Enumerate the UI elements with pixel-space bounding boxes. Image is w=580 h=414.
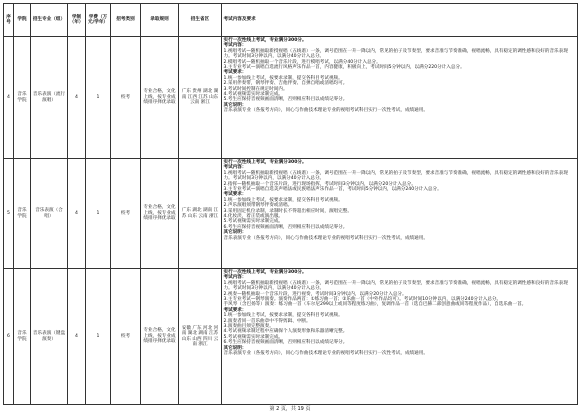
requirement-line: 4.考试视频需实时录制完成。 — [223, 92, 284, 98]
requirement-title: 实行一次性线上考试，专业满分300分。 — [223, 38, 307, 43]
cell-major: 音乐表演（流行演唱） — [31, 37, 68, 159]
requirement-line: 1.统一参加线上考试，按要求录制，提交各科目考试视频。 — [223, 313, 343, 319]
cell-requirements — [222, 159, 578, 269]
requirement-subheading: 其它说明： — [223, 345, 247, 351]
requirement-title: 实行一次性线上考试，专业满分300分。 — [223, 160, 307, 165]
requirement-line: 3.主专业考试—演唱自选美声唱法或民族唱法声乐作品一首，考试时间5分钟以内，以满分240分计入总分。 — [223, 187, 442, 193]
requirement-line: 6.考生应保持音视频画面清晰，否则相应科目以成绩记零分。 — [223, 340, 348, 346]
cell-provinces: 广东 湖北 湖南 江苏 山东 云南 浙江 — [179, 159, 222, 269]
requirement-line: 6.考生应保持音视频画面清晰，否则相应科目以成绩记零分。 — [223, 224, 348, 230]
requirement-line: 5.考生应保持音视频画面清晰，否则相应科目以成绩记零分。 — [223, 97, 348, 103]
cell-major: 音乐表演（合唱） — [31, 159, 68, 269]
requirement-line: 2.视奏—随机抽取一个音乐片段，进行视奏，考试时间3分钟以内，以满分20分计入总分。 — [223, 291, 407, 297]
requirement-line: 音乐表演专业（各报考方向），同心与作曲技术理论专业的视唱考试科目实行一次性考试，成绩通用。 — [223, 351, 428, 357]
cell-college: 音乐学院 — [14, 269, 31, 405]
requirement-subheading: 考试要求： — [223, 307, 247, 313]
requirement-line: 4.考试视频录制过程中应确保个人演奏形象和乐器清晰完整。 — [223, 329, 348, 335]
cell-admission: 专业合格，文化上线，按专业成绩排序择优录取 — [141, 37, 179, 159]
requirement-subheading: 考试要求： — [223, 70, 247, 76]
header-requirements: 考试内容及要求 — [222, 4, 578, 37]
cell-major: 音乐表演（键盘演奏） — [31, 269, 68, 405]
requirement-title: 实行一次性线上考试，专业满分300分。 — [223, 270, 307, 275]
header-years: 学制（年） — [68, 4, 86, 37]
requirement-line: 手风琴（含巴扬等）演奏：练习曲一首（车尔尼299以上或同等程度练习曲），复调作品一首（选自巴赫二部创意曲或同等程度作品），自选乐曲一首。 — [223, 302, 527, 308]
requirement-line: 1.统一参加线上考试，按要求录制，提交各科目考试视频。 — [223, 197, 343, 203]
header-admission: 录取规则 — [141, 4, 179, 37]
cell-seq: 5 — [4, 159, 14, 269]
requirement-subheading: 其它说明： — [223, 102, 247, 108]
requirement-line: 3.采用固定机位录制，录制时长不得超出相应时间，演唱完整。 — [223, 208, 352, 214]
table-row — [4, 269, 578, 405]
header-category: 招考类别 — [111, 4, 141, 37]
cell-admission: 专业合格，文化上线，按专业成绩排序择优录取 — [141, 269, 179, 405]
requirement-line: 2.声乐演唱须带钢琴伴奏或清唱。 — [223, 203, 293, 209]
header-college: 学院 — [14, 4, 31, 37]
cell-years: 4 — [68, 37, 86, 159]
cell-college: 音乐学院 — [14, 159, 31, 269]
requirement-line: 3.考试时间控制在规定时间内。 — [223, 86, 288, 92]
requirement-line: 5.考试视频需实时录制完成。 — [223, 334, 284, 340]
requirement-line: 音乐表演专业（各报考方向），同心与作曲技术理论专业的视唱考试科目实行一次性考试，成绩通用。 — [223, 235, 428, 241]
requirement-line: 1.视唱考试—随机抽取新授视唱（五线谱）一条，调号范围在一升一降以内，常见的拍子及节奏型，要求音准与节奏准确，视唱流畅，具有稳定的调性感和良好的音乐表现力。考试时间3分钟以内，以满分40分计入总分。 — [223, 170, 568, 182]
requirement-subheading: 考试内容： — [223, 165, 247, 171]
requirement-line: 2.采用伴奏带，钢琴伴奏、吉他伴奏、自弹自唱或清唱均可。 — [223, 81, 348, 87]
requirement-line: 音乐表演专业（各报考方向），同心与作曲技术理论专业的视唱考试科目实行一次性考试，成绩通用。 — [223, 108, 428, 114]
cell-requirements — [222, 269, 578, 405]
admission-table — [3, 3, 578, 405]
requirement-line: 1.视唱考试—随机抽取新授视唱（五线谱）一条，调号范围在一升一降以内，常见的拍子及节奏型，要求音准与节奏准确，视唱流畅，具有稳定的调性感和良好的音乐表现力。考试时间3分钟以内，以满分40分计入总分。 — [223, 48, 568, 60]
header-row — [4, 4, 578, 37]
cell-category: 校考 — [111, 269, 141, 405]
requirement-subheading: 考试要求： — [223, 192, 247, 198]
cell-requirements — [222, 37, 578, 159]
cell-years: 4 — [68, 159, 86, 269]
header-provinces: 招生省区 — [179, 4, 222, 37]
requirement-line: 4.化妆淡，着正装或演出服。 — [223, 214, 284, 220]
cell-provinces: 广东 贵州 湖北 湖南 江西 江苏 山东 云南 浙江 — [179, 37, 222, 159]
cell-category: 校考 — [111, 37, 141, 159]
cell-fee: 1 — [86, 37, 111, 159]
cell-fee: 1 — [86, 269, 111, 405]
requirement-line: 3.主专业考试—演唱自选流行风格声乐作品一首，内容健康，积极向上，考试时间5分钟以内，以满分220分计入总分。 — [223, 65, 465, 71]
header-seq: 序号 — [4, 4, 14, 37]
requirement-line: 1.统一参加线上考试，按要求录制，提交各科目考试视频。 — [223, 75, 343, 81]
requirement-line: 5.考试视频需实时录制完成。 — [223, 219, 284, 225]
table-row — [4, 37, 578, 159]
cell-provinces: 安徽 广东 河北 河南 湖北 湖南 江苏 山东 山西 四川 云南 浙江 — [179, 269, 222, 405]
cell-seq: 4 — [4, 37, 14, 159]
cell-years: 4 — [68, 269, 86, 405]
page-footer: 第 2 页，共 19 页 — [269, 406, 311, 412]
cell-admission: 专业合格，文化上线，按专业成绩排序择优录取 — [141, 159, 179, 269]
requirement-line: 3.主专业考试—钢琴演奏。演奏作品两首：①练习曲一首；②乐曲一首（中外作品均可）。考试时间10分钟以内，以满分240分计入总分。 — [223, 297, 502, 303]
table-row — [4, 159, 578, 269]
header-fee: 学费（万元/学年） — [86, 4, 111, 37]
requirement-subheading: 考试内容： — [223, 275, 247, 281]
requirement-line: 2.模唱考试—随机抽取一个音乐片段，进行模唱考试，以满分40分计入总分。 — [223, 59, 381, 65]
requirement-line: 2.指挥—随机抽取一个音乐片段，进行现场指挥，考试时间3分钟以内，以满分20分计入总分。 — [223, 181, 416, 187]
cell-college: 音乐学院 — [14, 37, 31, 159]
cell-seq: 6 — [4, 269, 14, 405]
requirement-line: 1.视唱考试—随机抽取新授视唱（五线谱）一条，调号范围在一升一降以内，常见的拍子及节奏型，要求音准与节奏准确，视唱流畅，具有稳定的调性感和良好的音乐表现力。考试时间3分钟以内，以满分40分计入总分。 — [223, 280, 568, 292]
requirement-subheading: 考试内容： — [223, 43, 247, 49]
requirement-line: 2.演奏者同一首乐曲章中不得剪辑、中断。 — [223, 318, 311, 324]
cell-fee: 1 — [86, 159, 111, 269]
header-major: 招生专业（组） — [31, 4, 68, 37]
cell-category: 校考 — [111, 159, 141, 269]
requirement-line: 3.演奏曲目须完整演奏。 — [223, 324, 274, 330]
requirement-subheading: 其它说明： — [223, 230, 247, 236]
